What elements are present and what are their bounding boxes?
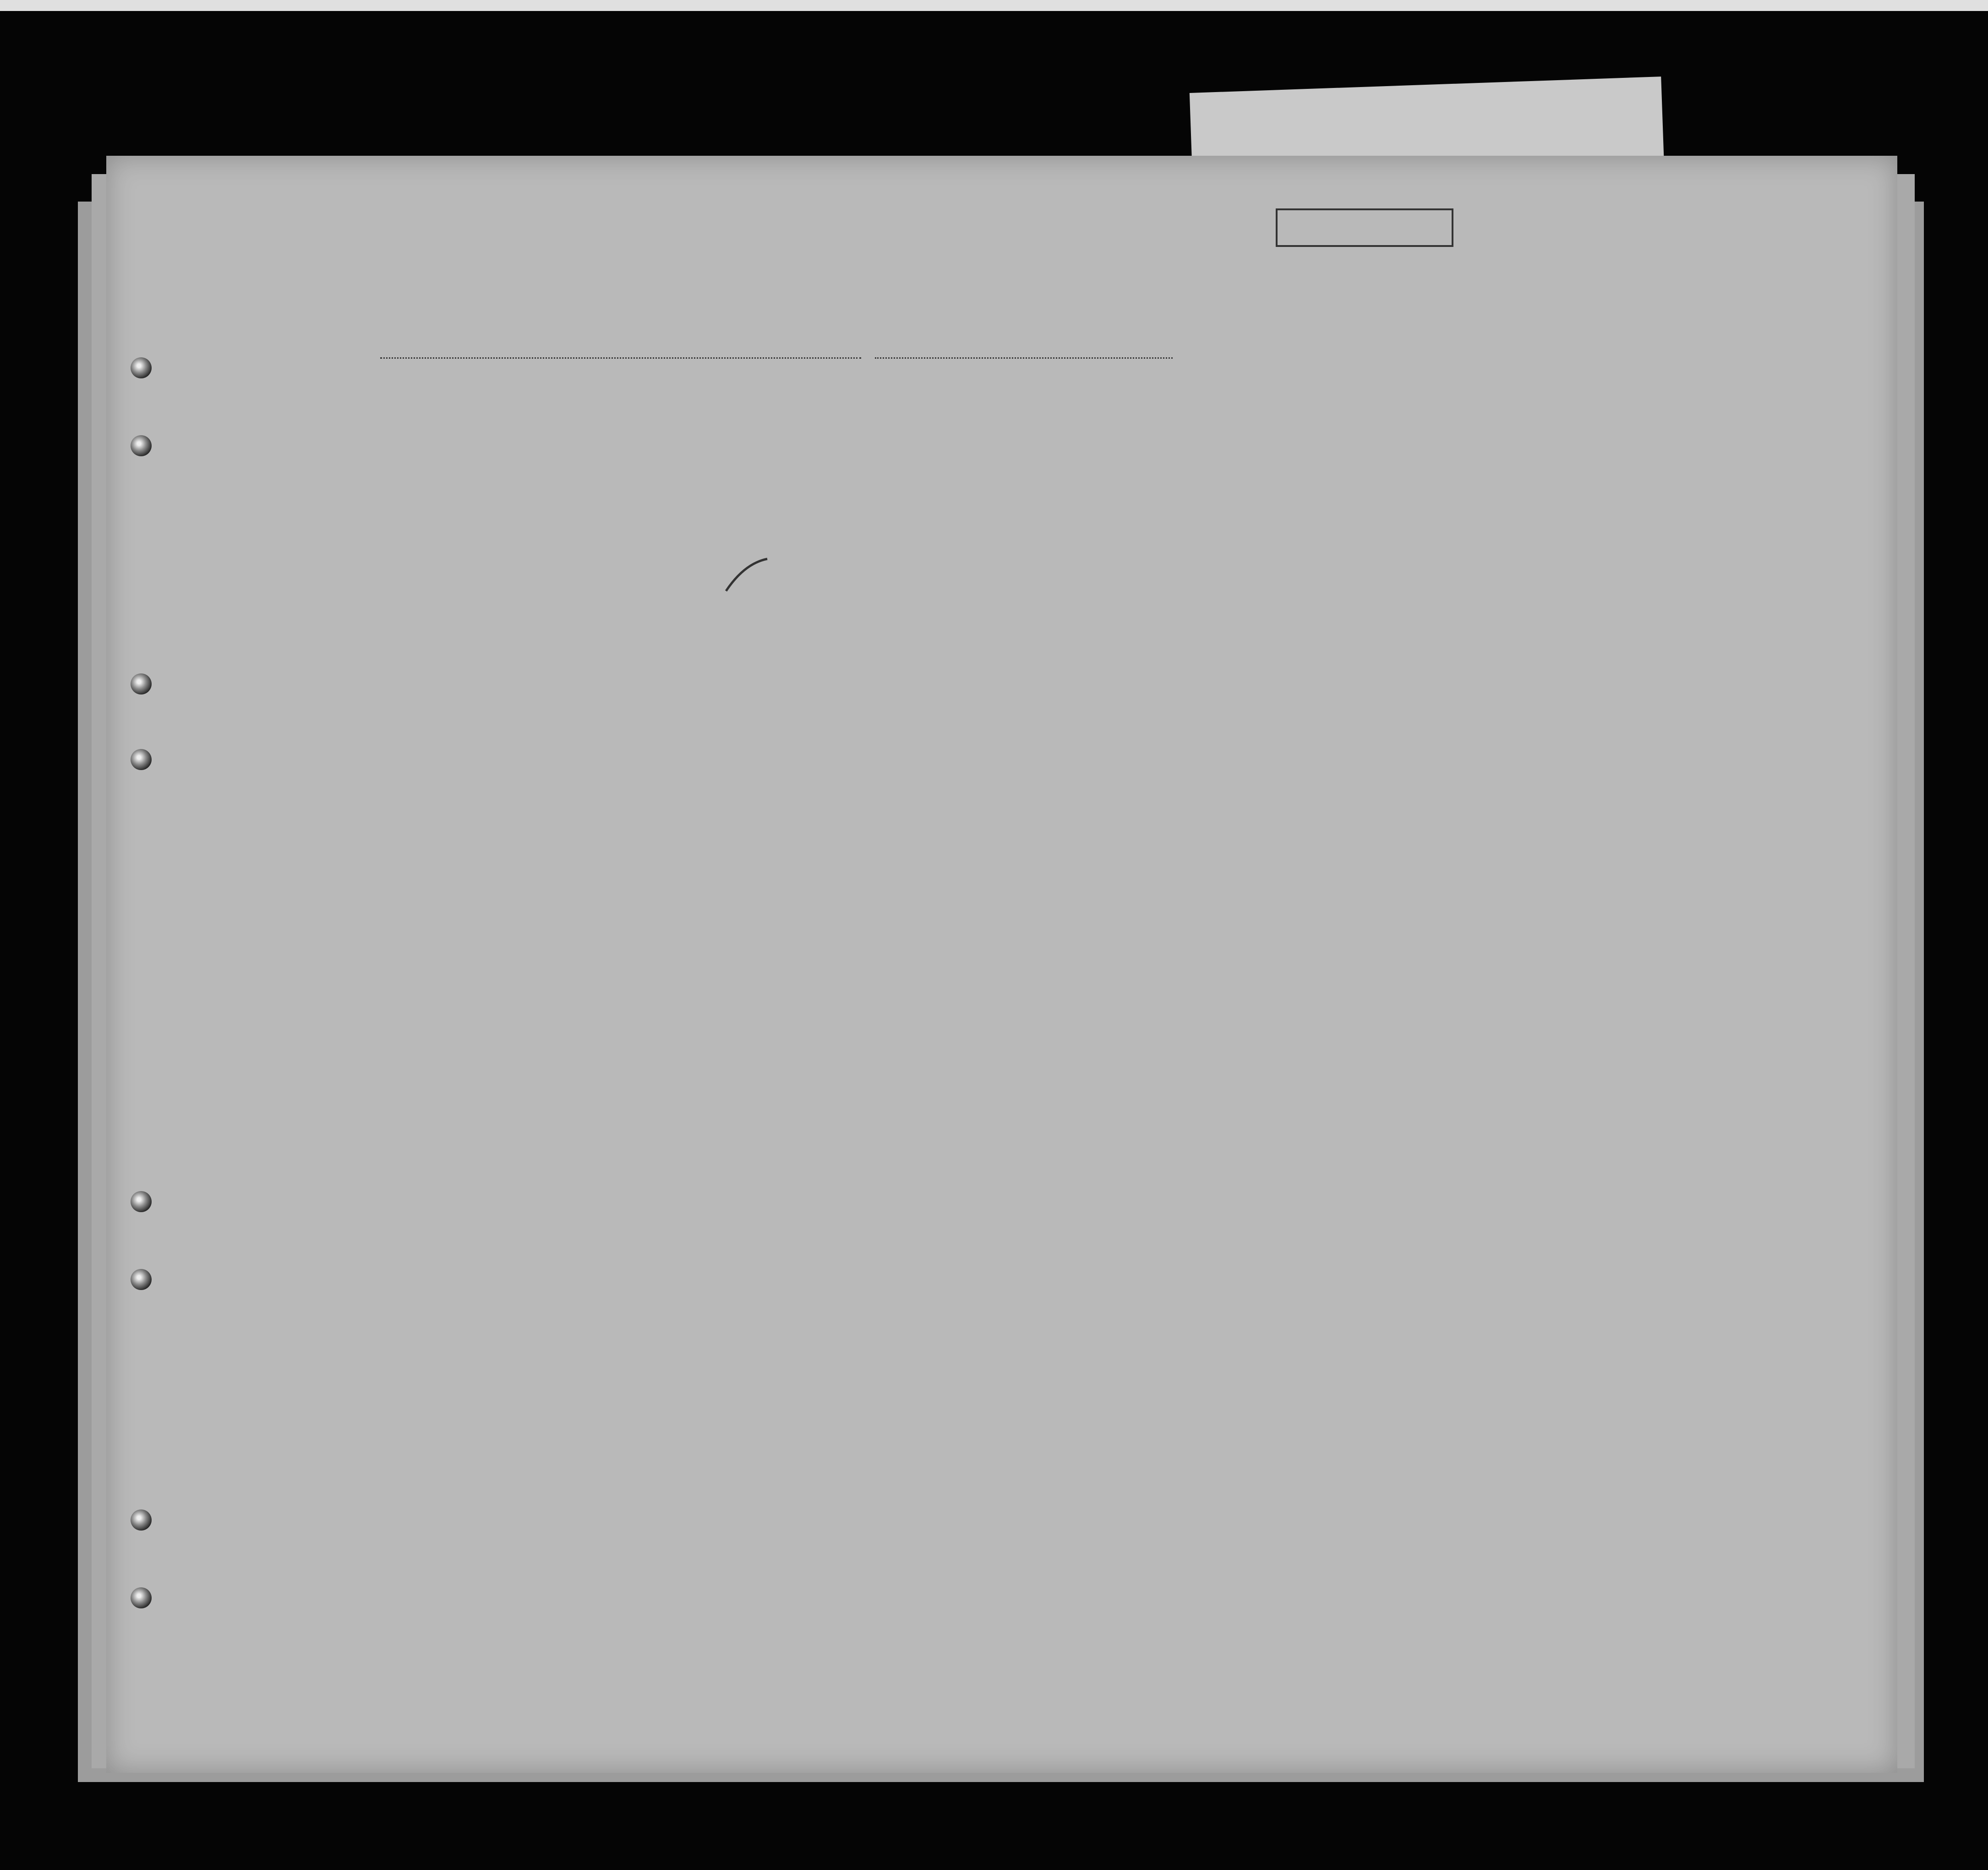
check-mark (726, 559, 767, 591)
